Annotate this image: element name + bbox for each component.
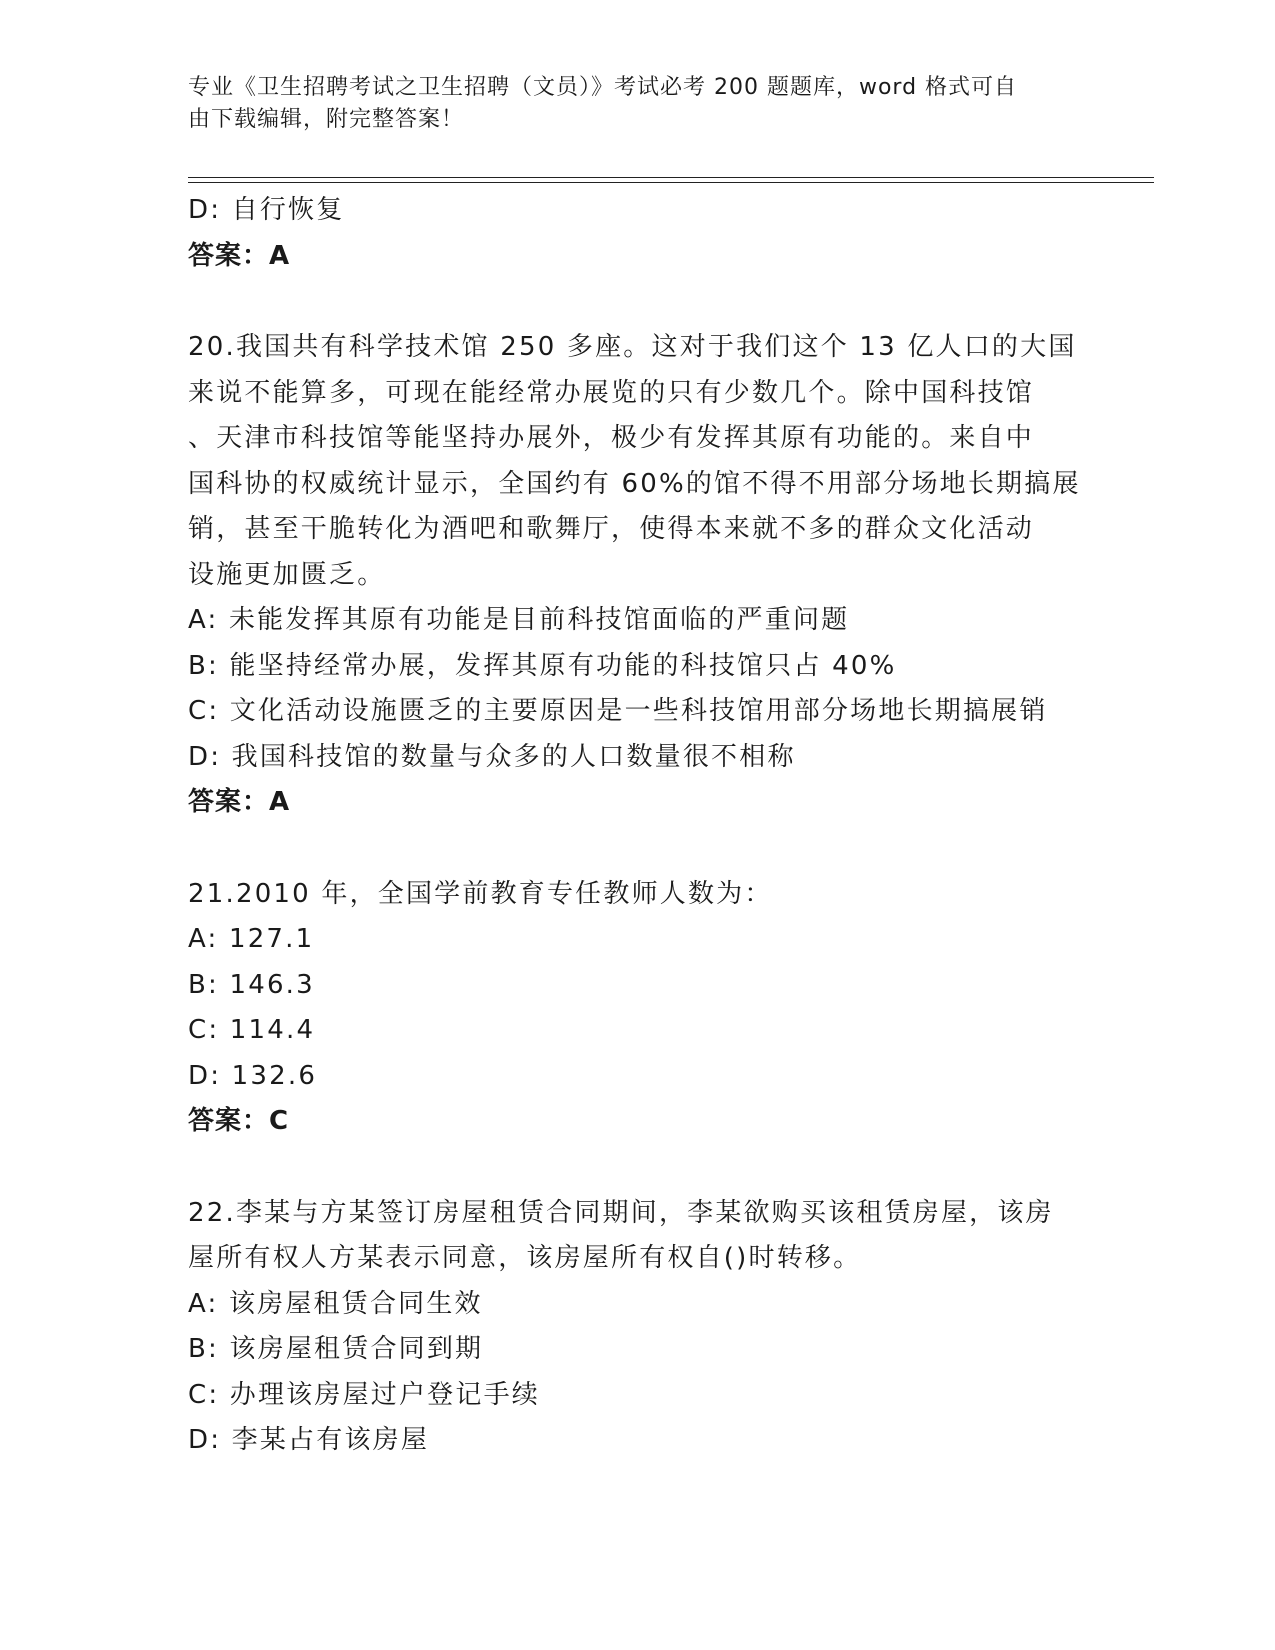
question-text-line: 、天津市科技馆等能坚持办展外，极少有发挥其原有功能的。来自中 — [188, 423, 1035, 453]
header-line-2: 由下载编辑，附完整答案！ — [188, 107, 465, 132]
option-b: B: 该房屋租赁合同到期 — [188, 1334, 484, 1364]
option-d: D: 自行恢复 — [188, 195, 345, 225]
question-text-line: 20.我国共有科学技术馆 250 多座。这对于我们这个 13 亿人口的大国 — [188, 332, 1077, 362]
option-b: B: 146.3 — [188, 969, 315, 1000]
question-22 — [188, 1191, 1088, 1464]
spacer — [188, 279, 1088, 325]
question-text-line: 设施更加匮乏。 — [188, 559, 386, 590]
question-text-line: 屋所有权人方某表示同意，该房屋所有权自()时转移。 — [188, 1243, 862, 1273]
spacer — [188, 1145, 1088, 1191]
question-21 — [188, 872, 1088, 1145]
question-text-line: 21.2010 年，全国学前教育专任教师人数为： — [188, 878, 773, 909]
answer: 答案：C — [188, 1106, 290, 1136]
option-d: D: 李某占有该房屋 — [188, 1425, 430, 1455]
question-text-line: 来说不能算多，可现在能经常办展览的只有少数几个。除中国科技馆 — [188, 377, 1035, 408]
option-c: C: 办理该房屋过户登记手续 — [188, 1379, 540, 1410]
answer: 答案：A — [188, 787, 291, 817]
option-c: C: 文化活动设施匮乏的主要原因是一些科技馆用部分场地长期搞展销 — [188, 696, 1048, 726]
option-a: A: 该房屋租赁合同生效 — [188, 1288, 483, 1319]
option-d: D: 我国科技馆的数量与众多的人口数量很不相称 — [188, 741, 796, 772]
question-text-line: 销，甚至干脆转化为酒吧和歌舞厅，使得本来就不多的群众文化活动 — [188, 514, 1035, 544]
option-d: D: 132.6 — [188, 1060, 318, 1091]
page-header — [188, 72, 1088, 136]
header-rule-top — [188, 177, 1154, 178]
option-b: B: 能坚持经常办展，发挥其原有功能的科技馆只占 40% — [188, 650, 897, 681]
document-body — [188, 188, 1088, 1464]
option-a: A: 127.1 — [188, 924, 315, 954]
question-20 — [188, 325, 1088, 826]
header-line-1: 专业《卫生招聘考试之卫生招聘（文员）》考试必考 200 题题库，word 格式可自 — [188, 75, 1018, 100]
spacer — [188, 826, 1088, 872]
answer: 答案：A — [188, 240, 291, 271]
question-text-line: 国科协的权威统计显示，全国约有 60%的馆不得不用部分场地长期搞展 — [188, 468, 1081, 499]
previous-question-tail — [188, 188, 1088, 279]
header-rule-bottom — [188, 182, 1154, 183]
option-a: A: 未能发挥其原有功能是目前科技馆面临的严重问题 — [188, 605, 850, 635]
option-c: C: 114.4 — [188, 1015, 316, 1045]
question-text-line: 22.李某与方某签订房屋租赁合同期间，李某欲购买该租赁房屋，该房 — [188, 1197, 1054, 1228]
